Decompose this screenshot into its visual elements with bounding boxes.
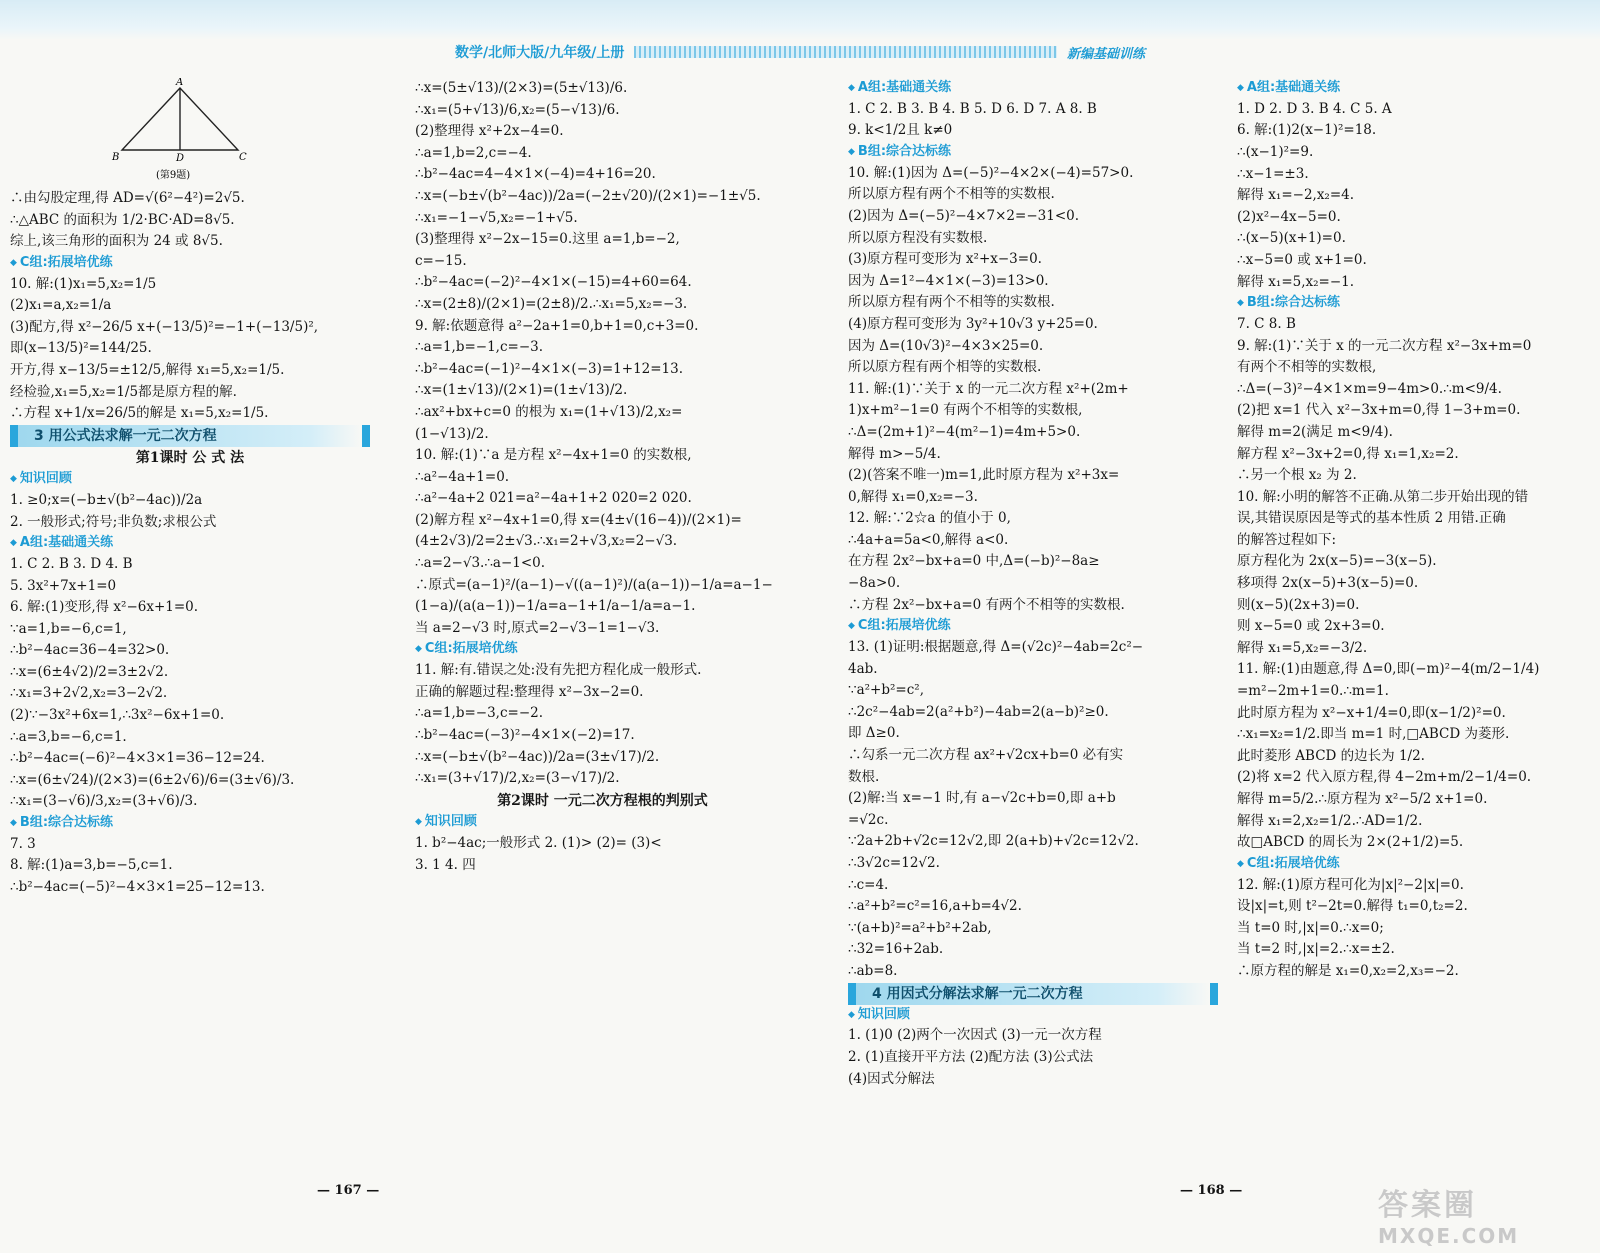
section-heading: ◆ B组:综合达标练 xyxy=(848,142,1218,163)
page-number-right: — 168 — xyxy=(1180,1183,1243,1198)
answer-line: ∴b²−4ac=(−1)²−4×1×(−3)=1+12=13. xyxy=(415,360,684,377)
answer-line: (1−√13)/2. xyxy=(415,425,489,442)
answer-line: ∴b²−4ac=(−3)²−4×1×(−2)=17. xyxy=(415,727,635,744)
page-number-left: — 167 — xyxy=(317,1183,380,1198)
answer-line: 因为 Δ=1²−4×1×(−3)=13>0. xyxy=(848,272,1049,289)
answer-line: 所以原方程有两个不相等的实数根. xyxy=(848,294,1055,311)
answer-line: 此时原方程为 x²−x+1/4=0,即(x−1/2)²=0. xyxy=(1237,704,1506,721)
answer-line: ∴另一个根 x₂ 为 2. xyxy=(1237,467,1357,484)
answer-line: 9. k<1/2且 k≠0 xyxy=(848,122,953,139)
answer-line: ∴方程 x+1/x=26/5的解是 x₁=5,x₂=1/5. xyxy=(10,405,269,422)
answer-line: 4ab. xyxy=(848,660,878,677)
figure-caption: (第9题) xyxy=(156,170,191,181)
column-1 xyxy=(10,78,370,899)
lesson-title: 第2课时 一元二次方程根的判别式 xyxy=(497,792,708,809)
answer-line: ∴x=(−b±√(b²−4ac))/2a=(−2±√20)/(2×1)=−1±√5. xyxy=(415,187,761,204)
answer-line: 解得 x₁=−2,x₂=4. xyxy=(1237,187,1355,204)
column-3 xyxy=(848,78,1218,1090)
answer-line: ∴32=16+2ab. xyxy=(848,941,944,958)
answer-line: 解得 x₁=5,x₂=−3/2. xyxy=(1237,639,1368,656)
answer-line: ∴4a+a=5a<0,解得 a<0. xyxy=(848,531,1009,548)
answer-line: ∴x=(−b±√(b²−4ac))/2a=(3±√17)/2. xyxy=(415,748,660,765)
answer-line: 此时菱形 ABCD 的边长为 1/2. xyxy=(1237,747,1425,764)
answer-line: c=−15. xyxy=(415,252,467,269)
answer-line: (2)把 x=1 代入 x²−3x+m=0,得 1−3+m=0. xyxy=(1237,402,1521,419)
answer-line: (1−a)/(a(a−1))−1/a=a−1+1/a−1/a=a−1. xyxy=(415,598,696,615)
answer-line: 2. 一般形式;符号;非负数;求根公式 xyxy=(10,513,217,530)
answer-line: 10. 解:(1)∵a 是方程 x²−4x+1=0 的实数根, xyxy=(415,447,692,464)
answer-line: (4±2√3)/2=2±√3.∴x₁=2+√3,x₂=2−√3. xyxy=(415,533,678,550)
answer-line: ∴x−5=0 或 x+1=0. xyxy=(1237,251,1367,268)
answer-line: 解方程 x²−3x+2=0,得 x₁=1,x₂=2. xyxy=(1237,445,1459,462)
answer-line: 有两个不相等的实数根, xyxy=(1237,359,1377,376)
answer-line: ∴a²+b²=c²=16,a+b=4√2. xyxy=(848,898,1022,915)
answer-line: 解得 m=2(满足 m<9/4). xyxy=(1237,423,1393,440)
col3-lines xyxy=(848,78,1218,1090)
answer-line: 1. ≥0;x=(−b±√(b²−4ac))/2a xyxy=(10,491,203,508)
answer-line: 9. 解:依题意得 a²−2a+1=0,b+1=0,c+3=0. xyxy=(415,317,699,334)
section-heading: ◆ 知识回顾 xyxy=(848,1005,1218,1026)
answer-line: 则(x−5)(2x+3)=0. xyxy=(1237,596,1360,613)
answer-line: (2)x²−4x−5=0. xyxy=(1237,208,1341,225)
answer-line: ∴x−1=±3. xyxy=(1237,165,1309,182)
answer-line: (4)因式分解法 xyxy=(848,1070,935,1087)
answer-line: 设|x|=t,则 t²−2t=0.解得 t₁=0,t₂=2. xyxy=(1237,898,1468,915)
answer-line: ∴Δ=(−3)²−4×1×m=9−4m>0.∴m<9/4. xyxy=(1237,380,1502,397)
answer-line: 11. 解:有.错误之处:没有先把方程化成一般形式. xyxy=(415,662,702,679)
header-stripe xyxy=(634,46,1057,58)
answer-line: ∴3√2c=12√2. xyxy=(848,854,940,871)
answer-line: 正确的解题过程:整理得 x²−3x−2=0. xyxy=(415,683,644,700)
answer-line: ∴方程 2x²−bx+a=0 有两个不相等的实数根. xyxy=(848,596,1125,613)
label-b: B xyxy=(112,152,120,163)
triangle-figure xyxy=(10,78,370,188)
answer-line: ∴x=(5±√13)/(2×3)=(5±√13)/6. xyxy=(415,80,628,96)
col2-lines xyxy=(415,78,790,876)
answer-line: ∴c=4. xyxy=(848,876,889,893)
header-subject: 数学/北师大版/九年级/上册 xyxy=(455,45,625,61)
answer-line: ∴△ABC 的面积为 1/2·BC·AD=8√5. xyxy=(10,211,235,228)
answer-line: ∴原式=(a−1)²/(a−1)−√((a−1)²)/(a(a−1))−1/a=a−1− xyxy=(415,576,773,593)
answer-line: ∴a=2−√3.∴a−1<0. xyxy=(415,555,546,572)
answer-line: 1. b²−4ac;一般形式 2. (1)> (2)= (3)< xyxy=(415,834,662,851)
section-heading: ◆ C组:拓展培优练 xyxy=(10,253,370,274)
column-4 xyxy=(1237,78,1595,983)
answer-line: ∴a²−4a+2 021=a²−4a+1+2 020=2 020. xyxy=(415,490,692,507)
answer-line: 数根. xyxy=(848,768,880,785)
answer-line: ∴x₁=−1−√5,x₂=−1+√5. xyxy=(415,209,578,226)
answer-line: =√2c. xyxy=(848,811,889,828)
answer-line: ∵(a+b)²=a²+b²+2ab, xyxy=(848,919,992,936)
answer-line: ∴a=1,b=2,c=−4. xyxy=(415,144,532,161)
col4-lines xyxy=(1237,78,1595,983)
answer-line: (2)将 x=2 代入原方程,得 4−2m+m/2−1/4=0. xyxy=(1237,769,1532,786)
answer-line: 所以原方程有两个不相等的实数根. xyxy=(848,186,1055,203)
header-brand: 新编基础训练 xyxy=(1066,46,1145,62)
answer-line: (3)整理得 x²−2x−15=0.这里 a=1,b=−2, xyxy=(415,231,680,248)
answer-line: 即(x−13/5)²=144/25. xyxy=(10,340,152,357)
answer-line: ∴由勾股定理,得 AD=√(6²−4²)=2√5. xyxy=(10,190,245,206)
answer-line: 12. 解:∵2☆a 的值小于 0, xyxy=(848,510,1011,527)
answer-line: ∴a=1,b=−1,c=−3. xyxy=(415,339,544,356)
label-a: A xyxy=(176,78,184,88)
section-heading: ◆ A组:基础通关练 xyxy=(10,533,370,554)
answer-line: ∴b²−4ac=4−4×1×(−4)=4+16=20. xyxy=(415,166,656,183)
answer-line: 当 t=2 时,|x|=2.∴x=±2. xyxy=(1237,941,1395,958)
answer-line: (2)解:当 x=−1 时,有 a−√2c+b=0,即 a+b xyxy=(848,790,1116,807)
answer-line: 解得 m>−5/4. xyxy=(848,445,941,462)
answer-line: 5. 3x²+7x+1=0 xyxy=(10,577,117,594)
answer-line: 解得 m=5/2.∴原方程为 x²−5/2 x+1=0. xyxy=(1237,791,1488,807)
answer-line: (2)整理得 x²+2x−4=0. xyxy=(415,123,564,140)
answer-line: 13. (1)证明:根据题意,得 Δ=(√2c)²−4ab=2c²− xyxy=(848,639,1144,656)
running-header xyxy=(455,42,1145,62)
answer-line: (2)(答案不唯一)m=1,此时原方程为 x²+3x= xyxy=(848,467,1120,484)
answer-line: 在方程 2x²−bx+a=0 中,Δ=(−b)²−8a≥ xyxy=(848,553,1100,570)
answer-line: =m²−2m+1=0.∴m=1. xyxy=(1237,683,1389,700)
answer-line: ∴(x−5)(x+1)=0. xyxy=(1237,230,1346,247)
answer-line: −8a>0. xyxy=(848,575,901,592)
answer-line: 解得 x₁=5,x₂=−1. xyxy=(1237,273,1355,290)
answer-line: ∴x=(6±4√2)/2=3±2√2. xyxy=(10,663,169,680)
top-color-band xyxy=(0,0,1600,40)
answer-line: 的解答过程如下: xyxy=(1237,531,1337,548)
lesson-title: 第1课时 公 式 法 xyxy=(135,449,245,466)
site-watermark xyxy=(1378,1180,1593,1246)
answer-line: 因为 Δ=(10√3)²−4×3×25=0. xyxy=(848,337,1044,354)
watermark-url: MXQE.COM xyxy=(1378,1224,1520,1248)
answer-line: ∴b²−4ac=36−4=32>0. xyxy=(10,642,170,659)
answer-line: 误,其错误原因是等式的基本性质 2 用错.正确 xyxy=(1237,510,1506,527)
answer-line: 1. C 2. B 3. D 4. B xyxy=(10,555,133,572)
answer-line: ∴a=1,b=−3,c=−2. xyxy=(415,705,544,722)
section-heading: ◆ B组:综合达标练 xyxy=(1237,293,1595,314)
answer-line: 当 a=2−√3 时,原式=2−√3−1=1−√3. xyxy=(415,619,660,636)
answer-line: ∴(x−1)²=9. xyxy=(1237,143,1314,160)
section-heading: ◆ C组:拓展培优练 xyxy=(1237,854,1595,875)
answer-line: 开方,得 x−13/5=±12/5,解得 x₁=5,x₂=1/5. xyxy=(10,361,285,378)
answer-line: 原方程化为 2x(x−5)=−3(x−5). xyxy=(1237,553,1437,570)
label-c: C xyxy=(239,152,247,163)
section-heading: ◆ A组:基础通关练 xyxy=(1237,78,1595,99)
answer-line: ∴x₁=(5+√13)/6,x₂=(5−√13)/6. xyxy=(415,101,620,118)
answer-line: 10. 解:(1)x₁=5,x₂=1/5 xyxy=(10,275,157,292)
answer-line: ∴b²−4ac=(−2)²−4×1×(−15)=4+60=64. xyxy=(415,274,692,291)
answer-line: (3)原方程可变形为 x²+x−3=0. xyxy=(848,251,1042,268)
answer-line: ∴x₁=(3+√17)/2,x₂=(3−√17)/2. xyxy=(415,770,620,787)
answer-line: 11. 解:(1)∵关于 x 的一元二次方程 x²+(2m+ xyxy=(848,380,1129,397)
answer-line: 11. 解:(1)由题意,得 Δ=0,即(−m)²−4(m/2−1/4) xyxy=(1237,661,1540,678)
answer-line: 10. 解:小明的解答不正确.从第二步开始出现的错 xyxy=(1237,488,1529,505)
answer-line: ∴x₁=x₂=1/2.即当 m=1 时,□ABCD 为菱形. xyxy=(1237,726,1510,743)
watermark-logo-text: 答案圈 xyxy=(1378,1188,1477,1223)
answer-line: (3)配方,得 x²−26/5 x+(−13/5)²=−1+(−13/5)², xyxy=(10,318,319,335)
lesson-banner: 3 用公式法求解一元二次方程 xyxy=(10,425,370,447)
answer-line: 10. 解:(1)因为 Δ=(−5)²−4×2×(−4)=57>0. xyxy=(848,164,1134,181)
answer-line: 经检验,x₁=5,x₂=1/5都是原方程的解. xyxy=(10,383,237,400)
answer-line: ∴x₁=(3−√6)/3,x₂=(3+√6)/3. xyxy=(10,793,198,810)
answer-line: (2)x₁=a,x₂=1/a xyxy=(10,297,112,314)
answer-line: ∴a²−4a+1=0. xyxy=(415,468,510,485)
answer-line: 8. 解:(1)a=3,b=−5,c=1. xyxy=(10,857,173,874)
answer-line: ∴x=(6±√24)/(2×3)=(6±2√6)/6=(3±√6)/3. xyxy=(10,771,295,788)
answer-line: 7. 3 xyxy=(10,835,36,852)
answer-line: 所以原方程没有实数根. xyxy=(848,229,988,246)
answer-line: ∴ab=8. xyxy=(848,962,898,979)
section-heading: ◆ C组:拓展培优练 xyxy=(848,616,1218,637)
answer-line: ∵a²+b²=c², xyxy=(848,682,924,699)
column-2 xyxy=(415,78,790,876)
answer-line: 3. 1 4. 四 xyxy=(415,856,476,873)
answer-line: 1)x+m²−1=0 有两个不相等的实数根, xyxy=(848,402,1083,419)
answer-line: ∵a=1,b=−6,c=1, xyxy=(10,620,127,637)
section-heading: ◆ 知识回顾 xyxy=(415,812,790,833)
answer-line: (2)因为 Δ=(−5)²−4×7×2=−31<0. xyxy=(848,207,1080,224)
answer-line: 6. 解:(1)2(x−1)²=18. xyxy=(1237,122,1377,139)
answer-line: 12. 解:(1)原方程可化为|x|²−2|x|=0. xyxy=(1237,876,1464,893)
answer-line: 移项得 2x(x−5)+3(x−5)=0. xyxy=(1237,575,1419,592)
section-heading: ◆ B组:综合达标练 xyxy=(10,813,370,834)
answer-line: 综上,该三角形的面积为 24 或 8√5. xyxy=(10,233,223,250)
answer-line: 1. D 2. D 3. B 4. C 5. A xyxy=(1237,100,1392,117)
answer-line: 即 Δ≥0. xyxy=(848,725,900,742)
answer-line: 当 t=0 时,|x|=0.∴x=0; xyxy=(1237,919,1384,936)
answer-line: ∴ax²+bx+c=0 的根为 x₁=(1+√13)/2,x₂= xyxy=(415,403,683,420)
section-heading: ◆ A组:基础通关练 xyxy=(848,78,1218,99)
answer-line: 1. C 2. B 3. B 4. B 5. D 6. D 7. A 8. B xyxy=(848,100,1097,117)
answer-line: ∵2a+2b+√2c=12√2,即 2(a+b)+√2c=12√2. xyxy=(848,833,1139,850)
lesson-banner: 4 用因式分解法求解一元二次方程 xyxy=(848,983,1218,1005)
label-d: D xyxy=(176,153,185,164)
answer-line: ∴原方程的解是 x₁=0,x₂=2,x₃=−2. xyxy=(1237,962,1459,979)
answer-line: 6. 解:(1)变形,得 x²−6x+1=0. xyxy=(10,599,199,616)
answer-line: 1. (1)0 (2)两个一次因式 (3)一元一次方程 xyxy=(848,1027,1102,1044)
section-heading: ◆ C组:拓展培优练 xyxy=(415,639,790,660)
answer-line: 解得 x₁=2,x₂=1/2.∴AD=1/2. xyxy=(1237,812,1423,829)
answer-line: ∴2c²−4ab=2(a²+b²)−4ab=2(a−b)²≥0. xyxy=(848,703,1109,720)
section-heading: ◆ 知识回顾 xyxy=(10,469,370,490)
answer-line: 所以原方程有两个相等的实数根. xyxy=(848,359,1042,376)
answer-line: 则 x−5=0 或 2x+3=0. xyxy=(1237,618,1385,635)
answer-line: ∴x=(2±8)/(2×1)=(2±8)/2.∴x₁=5,x₂=−3. xyxy=(415,295,688,312)
answer-line: ∴a=3,b=−6,c=1. xyxy=(10,728,127,745)
answer-line: 2. (1)直接开平方法 (2)配方法 (3)公式法 xyxy=(848,1048,1094,1065)
answer-line: ∴x₁=3+2√2,x₂=3−2√2. xyxy=(10,685,168,702)
answer-line: (4)原方程可变形为 3y²+10√3 y+25=0. xyxy=(848,315,1098,332)
answer-line: 0,解得 x₁=0,x₂=−3. xyxy=(848,488,978,505)
col1-lines xyxy=(10,188,370,899)
triangle-diagram xyxy=(110,78,250,186)
answer-line: ∴b²−4ac=(−5)²−4×3×1=25−12=13. xyxy=(10,879,265,896)
answer-line: 故□ABCD 的周长为 2×(2+1/2)=5. xyxy=(1237,834,1464,851)
answer-line: ∴x=(1±√13)/(2×1)=(1±√13)/2. xyxy=(415,382,628,399)
answer-line: (2)∵−3x²+6x=1,∴3x²−6x+1=0. xyxy=(10,707,225,724)
answer-line: 7. C 8. B xyxy=(1237,315,1296,332)
answer-line: ∴勾系一元二次方程 ax²+√2cx+b=0 必有实 xyxy=(848,747,1124,764)
answer-line: 9. 解:(1)∵关于 x 的一元二次方程 x²−3x+m=0 xyxy=(1237,337,1532,354)
answer-line: ∴b²−4ac=(−6)²−4×3×1=36−12=24. xyxy=(10,750,265,767)
answer-line: (2)解方程 x²−4x+1=0,得 x=(4±√(16−4))/(2×1)= xyxy=(415,511,742,528)
answer-line: ∴Δ=(2m+1)²−4(m²−1)=4m+5>0. xyxy=(848,423,1081,440)
